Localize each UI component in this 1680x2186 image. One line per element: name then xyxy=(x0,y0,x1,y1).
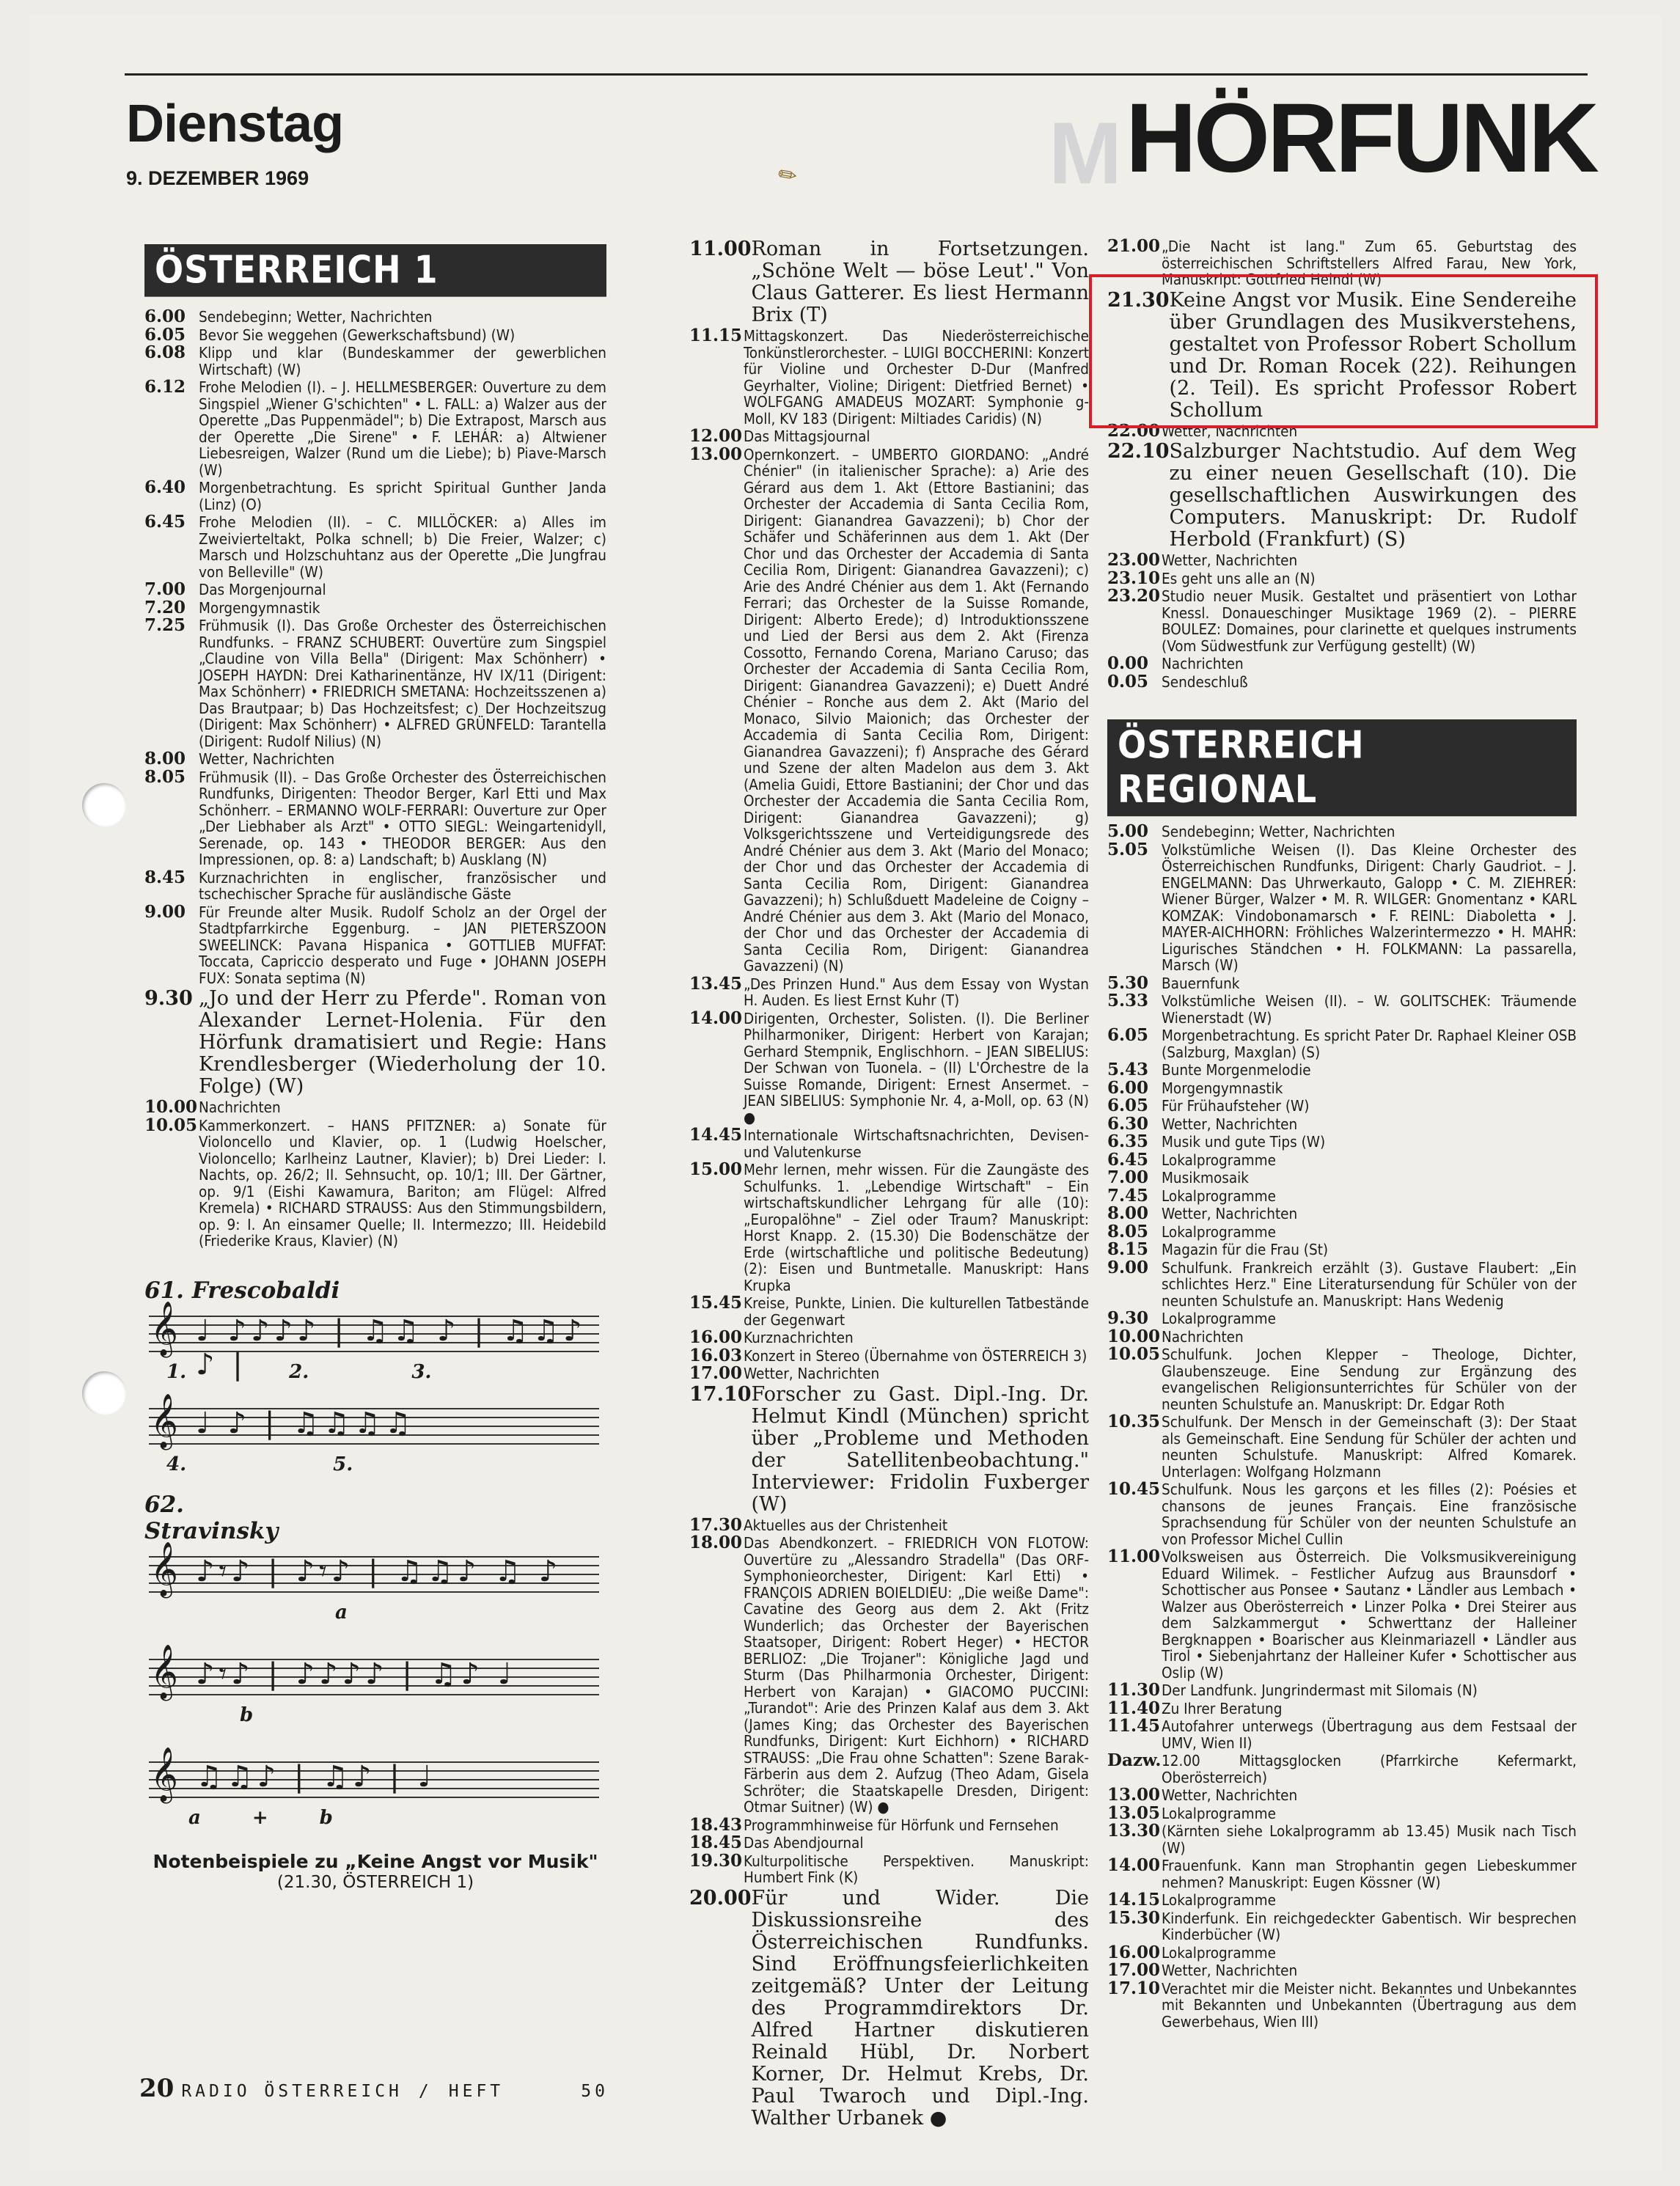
program-time: 6.45 xyxy=(144,512,186,532)
program-description: Konzert in Stereo (Übernahme von ÖSTERREICH 3) xyxy=(744,1346,1087,1365)
program-time: 23.10 xyxy=(1107,568,1161,588)
date-line: 9. DEZEMBER 1969 xyxy=(126,167,309,189)
program-description: Kurznachrichten xyxy=(744,1329,854,1346)
column-middle xyxy=(689,238,1089,2131)
program-description: Sendeschluß xyxy=(1162,672,1248,691)
program-entry xyxy=(1107,839,1577,974)
program-description: 12.00 Mittagsglocken (Pfarrkirche Kefermarkt, Oberösterreich) xyxy=(1162,1752,1577,1786)
program-entry xyxy=(144,766,606,868)
program-description: Zu Ihrer Beratung xyxy=(1162,1699,1283,1717)
program-time: 6.40 xyxy=(144,477,186,497)
page-footer xyxy=(139,2074,609,2103)
program-time: 8.00 xyxy=(1107,1203,1149,1223)
program-description: Wetter, Nachrichten xyxy=(1162,1786,1298,1804)
program-time: 17.30 xyxy=(689,1514,743,1535)
program-description: Salzburger Nachtstudio. Auf dem Weg zu einer neuen Gesellschaft (10). Die gesellschaftlichen Auswirkungen des Computers. Manuskript: Dr. Rudolf Herbold (Frankfurt) (S) xyxy=(1169,440,1577,551)
program-time: 6.05 xyxy=(144,324,186,345)
program-description: Das Morgenjournal xyxy=(199,581,326,598)
program-entry xyxy=(1107,1326,1577,1346)
program-time: 17.10 xyxy=(1107,1978,1161,1998)
day-title: Dienstag xyxy=(126,95,344,153)
program-time: 8.05 xyxy=(1107,1221,1149,1241)
staff: 𝄞 ♪𝄾♪ | ♪♪♪♪ | ♫♪ ♩ xyxy=(144,1653,606,1700)
program-description: Wetter, Nachrichten xyxy=(1162,1205,1298,1222)
program-time: 8.45 xyxy=(144,867,186,887)
page-number: 20 xyxy=(139,2074,175,2103)
program-description: Kammerkonzert. – HANS PFITZNER: a) Sonate für Violoncello und Klavier, op. 1 (Ludwig Hoelscher, Violoncello; Karlheinz Lautner, Klavier); b) Drei Lieder: I. Nachts, op. 26/2; II. Sehnsucht, op. 10/1; III. Der Gärtner, op. 9/1 (Eishi Kawamura, Bariton; am Flügel: Alfred Kremela) • RICHARD STRAUSS: Aus den Stimmungsbildern, op. 9: I. An einsamer Quelle; II. Intermezzo; III. Heidebild (Friederike Kraus, Klavier) (N) xyxy=(199,1116,606,1250)
program-time: 13.05 xyxy=(1107,1802,1161,1823)
staff-marks: b xyxy=(240,1703,254,1726)
staff-marks: a + b xyxy=(188,1806,333,1829)
program-time: 7.00 xyxy=(1107,1167,1149,1187)
program-description: Lokalprogramme xyxy=(1162,1186,1276,1205)
program-entry xyxy=(689,328,1089,427)
program-entry xyxy=(1107,653,1577,673)
program-time: 9.00 xyxy=(144,901,186,922)
program-description: Frohe Melodien (I). – J. HELLMESBERGER: Ouverture zu dem Singspiel „Wiener G'schichten" • L. FALL: a) Walzer aus der Operette „Das Puppenmädel"; b) Die Extrapost, Marsch aus der Operette „Die Sirene" • F. LEHÁR: a) Altwiener Liebesreigen, Walzer (Rund um die Liebe); b) Piave-Marsch (W) xyxy=(199,378,606,479)
program-entry xyxy=(1107,1823,1577,1856)
program-time: 10.00 xyxy=(1107,1326,1161,1346)
program-time: 11.15 xyxy=(689,326,743,345)
program-time: 6.05 xyxy=(1107,1025,1149,1045)
program-description: Frauenfunk. Kann man Strophantin gegen Liebeskummer nehmen? Manuskript: Eugen Kössner (W) xyxy=(1162,1857,1577,1891)
pen-mark: ✎ xyxy=(773,159,803,192)
program-entry xyxy=(1107,1698,1577,1718)
program-description: Schulfunk. Nous les garçons et les filles (2): Poésies et chansons de jeunes Français. Eine französische Sprachsendung für Schüler von der neunten Schulstufe an von Professor Michel Cullin xyxy=(1162,1481,1577,1548)
program-entry xyxy=(1107,1549,1577,1681)
program-time: 14.00 xyxy=(1107,1855,1161,1875)
program-description: Morgengymnastik xyxy=(1162,1079,1283,1097)
program-entry xyxy=(144,617,606,749)
program-entry xyxy=(689,1535,1089,1816)
program-description: Nachrichten xyxy=(1162,655,1244,672)
program-entry xyxy=(1107,972,1577,993)
program-entry xyxy=(689,1008,1089,1126)
program-entry xyxy=(1107,1892,1577,1909)
program-entry xyxy=(1107,671,1577,692)
program-description: Morgenbetrachtung. Es spricht Pater Dr. Raphael Kleiner OSB (Salzburg, Maxglan) (S) xyxy=(1162,1027,1577,1061)
program-time: 11.40 xyxy=(1107,1698,1161,1718)
program-entry xyxy=(1107,1978,1577,2031)
program-time: 7.00 xyxy=(144,579,186,599)
program-entry xyxy=(144,342,606,378)
program-time: 12.00 xyxy=(689,426,743,446)
program-description: Für Frühaufsteher (W) xyxy=(1162,1097,1310,1115)
program-entry xyxy=(1107,1787,1577,1804)
program-entry xyxy=(1107,1113,1577,1134)
program-time: 13.45 xyxy=(689,973,743,994)
program-description: Magazin für die Frau (St) xyxy=(1162,1241,1329,1258)
program-time: 18.00 xyxy=(689,1533,743,1552)
program-time: 6.35 xyxy=(1107,1131,1149,1151)
program-time: 17.00 xyxy=(1107,1960,1161,1980)
program-entry xyxy=(689,1295,1089,1328)
program-time: Dazw. xyxy=(1107,1750,1162,1770)
program-description: Musik und gute Tips (W) xyxy=(1162,1133,1326,1151)
program-description: Lokalprogramme xyxy=(1162,1804,1276,1822)
program-time: 6.00 xyxy=(144,307,186,326)
program-entry xyxy=(1107,1942,1577,1962)
staff: 𝄞 ♩ ♪ | ♫♫♫♫ xyxy=(144,1402,606,1449)
schedule-list xyxy=(1107,821,1577,2031)
staff: 𝄞 ♪𝄾♪ | ♪𝄾♪ | ♫♫♪ ♫ ♪ xyxy=(144,1550,606,1597)
program-entry xyxy=(1107,1167,1577,1187)
program-entry xyxy=(144,1115,606,1250)
program-description: Es geht uns alle an (N) xyxy=(1162,569,1316,587)
punch-hole xyxy=(82,1371,126,1415)
program-time: 16.03 xyxy=(689,1345,743,1365)
program-description: Dirigenten, Orchester, Solisten. (I). Die Berliner Philharmoniker, Dirigent: Herbert von Karajan; Gerhard Stempnik, Englischhorn. – JEAN SIBELIUS: Der Schwan von Tuonela. – (II) L'Orchestre de la Suisse Romande, Dirigent: Ernest Ansermet. – JEAN SIBELIUS: Symphonie Nr. 4, a-Moll, op. 63 (N) ● xyxy=(744,1009,1089,1126)
program-description: Morgengymnastik xyxy=(199,598,320,617)
program-entry xyxy=(1107,1203,1577,1223)
program-description: Lokalprogramme xyxy=(1162,1891,1276,1909)
program-entry xyxy=(1107,1149,1577,1170)
staff-marks: 1. 2. 3. xyxy=(166,1360,432,1383)
program-entry xyxy=(144,988,606,1098)
program-entry xyxy=(144,597,606,617)
program-time: 6.05 xyxy=(1107,1096,1149,1115)
program-entry xyxy=(689,1127,1089,1160)
program-time: 13.30 xyxy=(1107,1821,1161,1841)
program-time: 5.00 xyxy=(1107,821,1149,841)
program-time: 6.45 xyxy=(1107,1149,1149,1170)
program-description: Keine Angst vor Musik. Eine Sendereihe über Grundlagen des Musikverstehens, gestaltet von Professor Robert Schollum und Dr. Roman Rocek (22). Reihungen (2. Teil). Es spricht Professor Robert Schollum xyxy=(1169,288,1577,422)
program-time: 14.15 xyxy=(1107,1890,1161,1910)
program-time: 10.05 xyxy=(144,1115,198,1135)
program-description: Schulfunk. Frankreich erzählt (3). Gustave Flaubert: „Ein schlichtes Herz." Eine Literatursendung für Schüler von der neunten Schulstufe an. Manuskript: Hans Wedenig xyxy=(1162,1258,1577,1310)
column-oesterreich-1 xyxy=(144,238,606,1892)
program-time: 5.43 xyxy=(1107,1060,1149,1079)
program-description: Nachrichten xyxy=(1162,1327,1244,1346)
program-entry xyxy=(144,1099,606,1116)
program-description: Sendebeginn; Wetter, Nachrichten xyxy=(199,308,433,326)
schedule-list xyxy=(689,238,1089,2130)
highlight-box xyxy=(1089,274,1598,428)
heft-label: HEFT xyxy=(448,2082,505,2101)
program-entry xyxy=(1107,1221,1577,1241)
program-time: 23.00 xyxy=(1107,550,1161,570)
program-description: Frohe Melodien (II). – C. MILLÖCKER: a) Alles im Zweivierteltakt, Polka schnell; b) Die Freier, Walzer; c) Marsch und Holzschuhtanz aus der Operette „Die Jungfrau von Belleville" (W) xyxy=(199,513,606,581)
program-description: Autofahrer unterwegs (Übertragung aus dem Festsaal der UMV, Wien II) xyxy=(1162,1717,1577,1752)
column-right xyxy=(1107,238,1577,2031)
program-description: Kulturpolitische Perspektiven. Manuskript: Humbert Fink (K) xyxy=(744,1852,1089,1886)
program-description: Opernkonzert. – UMBERTO GIORDANO: „André Chénier" (in italienischer Sprache): a) Arie des Gérard aus dem 1. Akt (Ettore Bastianini; das Orchester der Accademia di Santa Cecilia Rom, Dirigent: Gianandrea Gavazzeni); b) Chor der Schäfer und Schäferinnen aus dem 1. Akt (Der Chor und das Orchester der Accademia di Santa Cecilia Rom, Dirigent: Gianandrea Gavazzeni); c) Arie des André Chénier aus dem 1. Akt (Fernando Ferrari; das Orchester de la Suisse Romande, Dirigent: Alberto Erede); d) Introduktionsszene und Lied der Bersi aus dem 2. Akt (Firenza Cossotto, Fernando Corena, Mariano Caruso; das Orchester der Accademia di Santa Cecilia Rom, Dirigent: Gianandrea Gavazzeni); e) Duett André Chénier – Ronche aus dem 2. Akt (Mario del Monaco, Silvio Maionich; das Orchester der Accademia di Santa Cecilia Rom, Dirigent: Gianandrea Gavazzeni); f) Ansprache des Gérard und Szene der alten Madelon aus dem 3. Akt (Amelia Guidi, Ettore Bastianini; der Chor und das Orchester der Accademia die Santa Cecilia Rom, Dirigent: Gianandrea Gavazzeni); g) Volksgerichtsszene und Verteidigungsrede des André Chénier aus dem 3. Akt (Mario del Monaco; der Chor und das Orchester der Accademia di Santa Cecilia Rom, Dirigent: Gianandrea Gavazzeni); h) Schlußduett Madeleine de Coigny – André Chénier aus dem 3. Akt (Mario del Monaco, der Chor und das Orchester der Accademia di Santa Cecilia Rom, Dirigent: Gianandrea Gavazzeni) (N) xyxy=(744,445,1089,975)
program-description: Der Landfunk. Jungrindermast mit Silomais (N) xyxy=(1162,1681,1478,1699)
program-entry xyxy=(1107,1750,1577,1786)
program-time: 17.00 xyxy=(689,1363,743,1383)
program-time: 11.00 xyxy=(689,238,752,260)
program-entry xyxy=(1107,1802,1577,1823)
program-entry xyxy=(1107,1414,1577,1480)
program-entry xyxy=(1107,588,1577,654)
program-entry xyxy=(1107,1481,1577,1547)
program-entry xyxy=(689,1888,1089,2130)
program-time: 5.05 xyxy=(1107,839,1149,859)
program-entry xyxy=(689,238,1089,326)
program-description: Sendebeginn; Wetter, Nachrichten xyxy=(1162,823,1395,840)
program-description: Studio neuer Musik. Gestaltet und präsentiert von Lothar Knessl. Donaueschinger Musiktage 1969 (2). – PIERRE BOULEZ: Domaines, pour clarinette et quelques instruments (Vom Südwestfunk zur Verfügung gestellt) (W) xyxy=(1162,587,1577,655)
heft-number: 50 xyxy=(581,2082,609,2101)
staff-marks: 4. 5. xyxy=(166,1453,353,1475)
program-entry xyxy=(144,379,606,478)
program-time: 9.30 xyxy=(144,987,193,1010)
ghost-print: M xyxy=(1049,104,1120,202)
program-description: Wetter, Nachrichten xyxy=(199,750,335,768)
score-caption-ref: (21.30, ÖSTERREICH 1) xyxy=(276,1872,474,1892)
program-entry xyxy=(1107,1077,1577,1098)
program-description: Lokalprogramme xyxy=(1162,1151,1276,1169)
program-time: 10.35 xyxy=(1107,1412,1161,1431)
program-time: 16.00 xyxy=(689,1327,743,1347)
staff: 𝄞 ♫♫♪ | ♫♪ | ♩ xyxy=(144,1756,606,1802)
score-caption: Notenbeispiele zu „Keine Angst vor Musik" xyxy=(153,1850,598,1872)
program-entry xyxy=(689,1365,1089,1382)
program-time: 6.08 xyxy=(144,342,186,362)
section-title: HÖRFUNK xyxy=(1126,84,1596,193)
program-time: 11.00 xyxy=(1107,1547,1161,1566)
program-description: Roman in Fortsetzungen. „Schöne Welt — böse Leut'." Von Claus Gatterer. Es liest Hermann Brix (T) xyxy=(751,238,1089,326)
program-description: Volksweisen aus Österreich. Die Volksmusikvereinigung Eduard Wilimek. – Festlicher Aufzug aus Braunsdorf • Schottischer aus Ponsee • Sautanz • Ländler aus Lembach • Walzer aus Oberösterreich • Linzer Polka • Drei Steirer aus dem Salzkammergut • Schwerttanz der Halleiner Bergknappen • Boarischer aus Kleinmariazell • Ländler aus Tirol • Siebenjahrtanz der Halleiner Kufer • Schottischer aus Oslip (W) xyxy=(1162,1548,1577,1681)
program-time: 8.05 xyxy=(144,766,186,787)
program-time: 18.43 xyxy=(689,1814,743,1835)
program-entry xyxy=(144,901,606,987)
program-description: „Die Nacht ist lang." Zum 65. Geburtstag des österreichischen Schriftstellers Alfred Farau, New York, Manuskript: Gottfried Heindl (W) xyxy=(1162,238,1577,288)
station-banner: ÖSTERREICH 1 xyxy=(144,244,606,297)
program-time: 7.25 xyxy=(144,615,186,635)
program-entry xyxy=(689,428,1089,445)
program-time: 8.00 xyxy=(144,749,186,769)
program-description: Verachtet mir die Meister nicht. Bekanntes und Unbekanntes mit Bekannten und Unbekannten (Übertragung aus dem Gewerbehaus, Wien III) xyxy=(1162,1979,1577,2031)
program-time: 21.30 xyxy=(1107,288,1170,312)
program-time: 8.15 xyxy=(1107,1239,1149,1259)
program-description: Schulfunk. Jochen Klepper – Theologe, Dichter, Glaubenszeuge. Eine Sendung zur Ergänzung des evangelischen Religionsunterrichtes für Schüler von der neunten Schulstufe an. Manuskript: Dr. Edgar Roth xyxy=(1162,1346,1577,1413)
program-entry xyxy=(1107,1346,1577,1412)
program-description: Schulfunk. Der Mensch in der Gemeinschaft (3): Der Staat als Gemeinschaft. Eine Sendung für Schüler der achten und neunten Schulstufe. Manuskript: Alfred Komarek. Unterlagen: Wolfgang Holzmann xyxy=(1162,1413,1577,1481)
program-time: 14.00 xyxy=(689,1008,743,1028)
example-61-heading: 61. Frescobaldi xyxy=(144,1277,340,1304)
program-entry xyxy=(1107,1718,1577,1751)
program-time: 19.30 xyxy=(689,1850,743,1871)
example-62-heading: 62. Stravinsky xyxy=(144,1491,279,1544)
program-time: 0.00 xyxy=(1107,653,1149,673)
program-entry xyxy=(1107,441,1577,551)
program-description: Wetter, Nachrichten xyxy=(1162,422,1298,440)
program-entry xyxy=(144,867,606,903)
program-description: Musikmosaik xyxy=(1162,1169,1249,1186)
program-entry xyxy=(1107,1131,1577,1151)
program-time: 9.30 xyxy=(1107,1308,1149,1328)
program-entry xyxy=(1107,1310,1577,1327)
program-description: Lokalprogramme xyxy=(1162,1310,1276,1327)
program-description: „Des Prinzen Hund." Aus dem Essay von Wystan H. Auden. Es liest Ernst Kuhr (T) xyxy=(744,975,1089,1009)
program-time: 17.10 xyxy=(689,1382,752,1406)
program-time: 15.30 xyxy=(1107,1907,1161,1928)
program-time: 23.20 xyxy=(1107,586,1161,606)
program-description: Kinderfunk. Ein reichgedeckter Gabentisch. Wir besprechen Kinderbücher (W) xyxy=(1162,1909,1577,1943)
program-entry xyxy=(144,514,606,580)
program-entry xyxy=(1107,1098,1577,1115)
program-description: Das Abendjournal xyxy=(744,1834,864,1852)
program-description: Für und Wider. Die Diskussionsreihe des Österreichischen Rundfunks. Sind Eröffnungsfeierlichkeiten zeitgemäß? Unter der Leitung des Programmdirektors Dr. Alfred Hartner diskutieren Reinald Hübl, Dr. Norbert Korner, Dr. Helmut Krebs, Dr. Paul Twaroch und Dipl.-Ing. Walther Urbanek ● xyxy=(751,1886,1089,2130)
program-time: 20.00 xyxy=(689,1886,752,1910)
program-time: 13.00 xyxy=(1107,1785,1161,1805)
program-description: Nachrichten xyxy=(199,1098,281,1116)
program-time: 7.45 xyxy=(1107,1185,1149,1206)
program-description: Das Abendkonzert. – FRIEDRICH VON FLOTOW: Ouvertüre zu „Alessandro Stradella" (Das ORF-Symphonieorchester, Dirigent: Karl Etti) • FRANÇOIS ADRIEN BOIELDIEU: „Die weiße Dame": Cavatine des Georg aus dem 2. Akt (Fritz Wunderlich; das Orchester der Bayerischen Staatsoper, Dirigent: Robert Heger) • HECTOR BERLIOZ: „Die Trojaner": Königliche Jagd und Sturm (Das Philharmonia Orchester, Dirigent: Herbert von Karajan) • GIACOMO PUCCINI: „Turandot": Arie des Prinzen Kalaf aus dem 3. Akt (James King; das Orchester des Bayerischen Rundfunks, Dirigent: Kurt Eichhorn) • RICHARD STRAUSS: „Die Frau ohne Schatten": Szene Barak-Färberin aus dem 2. Aufzug (Theo Adam, Gisela Schröter; die Staatskapelle Dresden, Dirigent: Otmar Suitner) (W) ● xyxy=(744,1534,1089,1816)
header-rule xyxy=(125,73,1588,76)
program-time: 6.30 xyxy=(1107,1113,1149,1134)
program-entry xyxy=(1107,1185,1577,1206)
program-description: Das Mittagsjournal xyxy=(744,428,870,445)
program-description: Bauernfunk xyxy=(1162,974,1240,992)
staff-marks: a xyxy=(335,1601,348,1624)
program-time: 14.45 xyxy=(689,1125,743,1145)
program-entry xyxy=(689,1159,1089,1294)
program-entry xyxy=(1107,821,1577,841)
program-entry xyxy=(689,1814,1089,1835)
program-entry xyxy=(1107,1241,1577,1258)
program-entry xyxy=(144,579,606,599)
music-examples xyxy=(144,1277,606,1892)
program-description: Frühmusik (II). – Das Große Orchester des Österreichischen Rundfunks, Dirigenten: Theodor Berger, Karl Etti und Max Schönherr. – ERMANNO WOLF-FERRARI: Ouverture zur Oper „Der Liebhaber als Arzt" • OTTO SIEGL: Weingartenidyll, Serenade, op. 143 • THEODOR BERGER: Aus den Impressionen, op. 8: a) Landschaft; b) Ausklang (N) xyxy=(199,768,606,868)
program-time: 16.00 xyxy=(1107,1942,1161,1962)
program-entry xyxy=(689,444,1089,975)
program-time: 21.00 xyxy=(1107,236,1161,256)
program-time: 6.00 xyxy=(1107,1077,1149,1098)
program-description: Morgenbetrachtung. Es spricht Spiritual Gunther Janda (Linz) (O) xyxy=(199,479,606,513)
program-entry xyxy=(1107,1962,1577,1979)
program-time: 10.45 xyxy=(1107,1479,1161,1499)
program-description: Internationale Wirtschaftsnachrichten, Devisen- und Valutenkurse xyxy=(744,1126,1089,1161)
program-time: 6.12 xyxy=(144,377,186,397)
punch-hole xyxy=(82,783,126,827)
magazine-name: RADIO ÖSTERREICH xyxy=(181,2082,403,2101)
program-entry xyxy=(144,309,606,326)
program-description: Volkstümliche Weisen (II). – W. GOLITSCHEK: Träumende Wienerstadt (W) xyxy=(1162,992,1577,1027)
footer-separator: / xyxy=(418,2082,433,2101)
program-time: 10.00 xyxy=(144,1097,198,1117)
program-entry xyxy=(689,973,1089,1009)
program-entry xyxy=(1107,993,1577,1026)
program-entry xyxy=(1107,1857,1577,1890)
program-time: 5.30 xyxy=(1107,972,1149,993)
program-description: Kurznachrichten in englischer, französischer und tschechischer Sprache für ausländische Gäste xyxy=(199,868,606,903)
program-time: 5.33 xyxy=(1107,991,1149,1011)
program-entry xyxy=(689,1850,1089,1886)
program-description: Klipp und klar (Bundeskammer der gewerblichen Wirtschaft) (W) xyxy=(199,344,606,378)
program-time: 0.05 xyxy=(1107,671,1149,692)
program-description: Wetter, Nachrichten xyxy=(1162,1962,1298,1979)
program-entry xyxy=(1107,568,1577,588)
program-description: Für Freunde alter Musik. Rudolf Scholz an der Orgel der Stadtpfarrkirche Eggenburg. – JAN PIETERSZOON SWEELINCK: Pavana Hispanica • GOTTLIEB MUFFAT: Toccata, Capriccio desperato und Fuge • JOHANN JOSEPH FUX: Sonata septima (N) xyxy=(199,903,606,987)
program-description: Forscher zu Gast. Dipl.-Ing. Dr. Helmut Kindl (München) spricht über „Probleme und Methoden der Satellitenbeobachtung." Interviewer: Fridolin Fuxberger (W) xyxy=(751,1382,1089,1516)
program-entry xyxy=(689,1835,1089,1852)
program-time: 13.00 xyxy=(689,444,743,464)
program-description: (Kärnten siehe Lokalprogramm ab 13.45) Musik nach Tisch (W) xyxy=(1162,1822,1577,1857)
program-entry xyxy=(689,1384,1089,1516)
program-entry xyxy=(1107,552,1577,569)
program-description: Programmhinweise für Hörfunk und Fernsehen xyxy=(744,1816,1059,1834)
station-banner: ÖSTERREICH REGIONAL xyxy=(1107,719,1577,816)
program-entry xyxy=(144,477,606,513)
program-description: Aktuelles aus der Christenheit xyxy=(744,1516,948,1534)
program-description: Mehr lernen, mehr wissen. Für die Zaungäste des Schulfunks. 1. „Lebendige Wirtschaft" – Ein wirtschaftskundlicher Lehrgang für alle (10): „Europalöhne" – Ziel oder Traum? Manuskript: Horst Knapp. 2. (15.30) Die Bodenschätze der Erde (wirtschaftliche und politische Bedeutung) (2): Eisen und Buntmetalle. Manuskript: Hans Krupka xyxy=(744,1161,1089,1294)
program-time: 22.00 xyxy=(1107,420,1161,441)
staff: 𝄞 ♩ ♪♪♪♪ | ♫♫ ♪ | ♫♫♪ ♪ | xyxy=(144,1310,606,1357)
program-description: Wetter, Nachrichten xyxy=(744,1365,880,1382)
program-description: Wetter, Nachrichten xyxy=(1162,1115,1298,1133)
program-time: 7.20 xyxy=(144,597,186,617)
program-description: Bevor Sie weggehen (Gewerkschaftsbund) (W) xyxy=(199,326,516,344)
program-description: Wetter, Nachrichten xyxy=(1162,551,1298,569)
program-time: 10.05 xyxy=(1107,1344,1161,1364)
program-entry xyxy=(689,1329,1089,1346)
program-entry xyxy=(689,1345,1089,1365)
program-description: „Jo und der Herr zu Pferde". Roman von Alexander Lernet-Holenia. Für den Hörfunk dramatisiert und Regie: Hans Krendlesberger (Wiederholung der 10. Folge) (W) xyxy=(199,987,606,1098)
program-time: 22.10 xyxy=(1107,440,1170,463)
program-description: Frühmusik (I). Das Große Orchester des Österreichischen Rundfunks. – FRANZ SCHUBERT: Ouvertüre zum Singspiel „Claudine von Villa Bella" (Dirigent: Max Schönherr) • JOSEPH HAYDN: Drei Katharinentänze, HV IX/11 (Dirigent: Max Schönherr) • FRIEDRICH SMETANA: Hochzeitsszenen a) Das Brautpaar; b) Das Hochzeitsfest; c) Der Hochzeitszug (Dirigent: Max Schönherr) • ALFRED GRÜNFELD: Tarantella (Dirigent: Rudolf Nilius) (N) xyxy=(199,617,606,750)
program-description: Mittagskonzert. Das Niederösterreichische Tonkünstlerorchester. – LUIGI BOCCHERINI: Konzert für Violine und Orchester D-Dur (Manfred Geyrhalter, Violine; Dirigent: Dietfried Bernet) • WOLFGANG AMADEUS MOZART: Symphonie g-Moll, KV 183 (Dirigent: Miltiades Caridis) (N) xyxy=(744,327,1089,428)
program-time: 18.45 xyxy=(689,1833,743,1852)
program-time: 15.45 xyxy=(689,1293,743,1313)
program-description: Lokalprogramme xyxy=(1162,1943,1276,1962)
program-time: 9.00 xyxy=(1107,1257,1149,1277)
program-time: 15.00 xyxy=(689,1159,743,1179)
program-entry xyxy=(1107,1682,1577,1699)
program-entry xyxy=(144,751,606,768)
program-entry xyxy=(1107,1907,1577,1943)
schedule-list xyxy=(144,309,606,1250)
program-entry xyxy=(1107,1062,1577,1079)
program-description: Lokalprogramme xyxy=(1162,1222,1276,1241)
program-entry xyxy=(144,324,606,345)
program-description: Volkstümliche Weisen (I). Das Kleine Orchester des Österreichischen Rundfunks, Dirigent: Charly Gaudriot. – J. ENGELMANN: Das Uhrwerkauto, Galopp • C. M. ZIEHRER: Wiener Bürger, Walzer • M. R. WILGER: Gnomentanz • KARL KOMZAK: Vindobonamarsch • F. REINL: Diaboletta • J. MAYER-AICHHORN: Fröhliches Walzerintermezzo • H. MAHR: Ligurisches Ständchen • H. FOLKMANN: La passarella, Marsch (W) xyxy=(1162,840,1577,974)
program-entry xyxy=(1107,1027,1577,1060)
program-time: 11.30 xyxy=(1107,1680,1161,1700)
program-time: 11.45 xyxy=(1107,1716,1161,1736)
program-description: Kreise, Punkte, Linien. Die kulturellen Tatbestände der Gegenwart xyxy=(744,1294,1089,1329)
program-description: Bunte Morgenmelodie xyxy=(1162,1061,1311,1079)
program-entry xyxy=(1107,1257,1577,1310)
program-entry xyxy=(689,1514,1089,1535)
